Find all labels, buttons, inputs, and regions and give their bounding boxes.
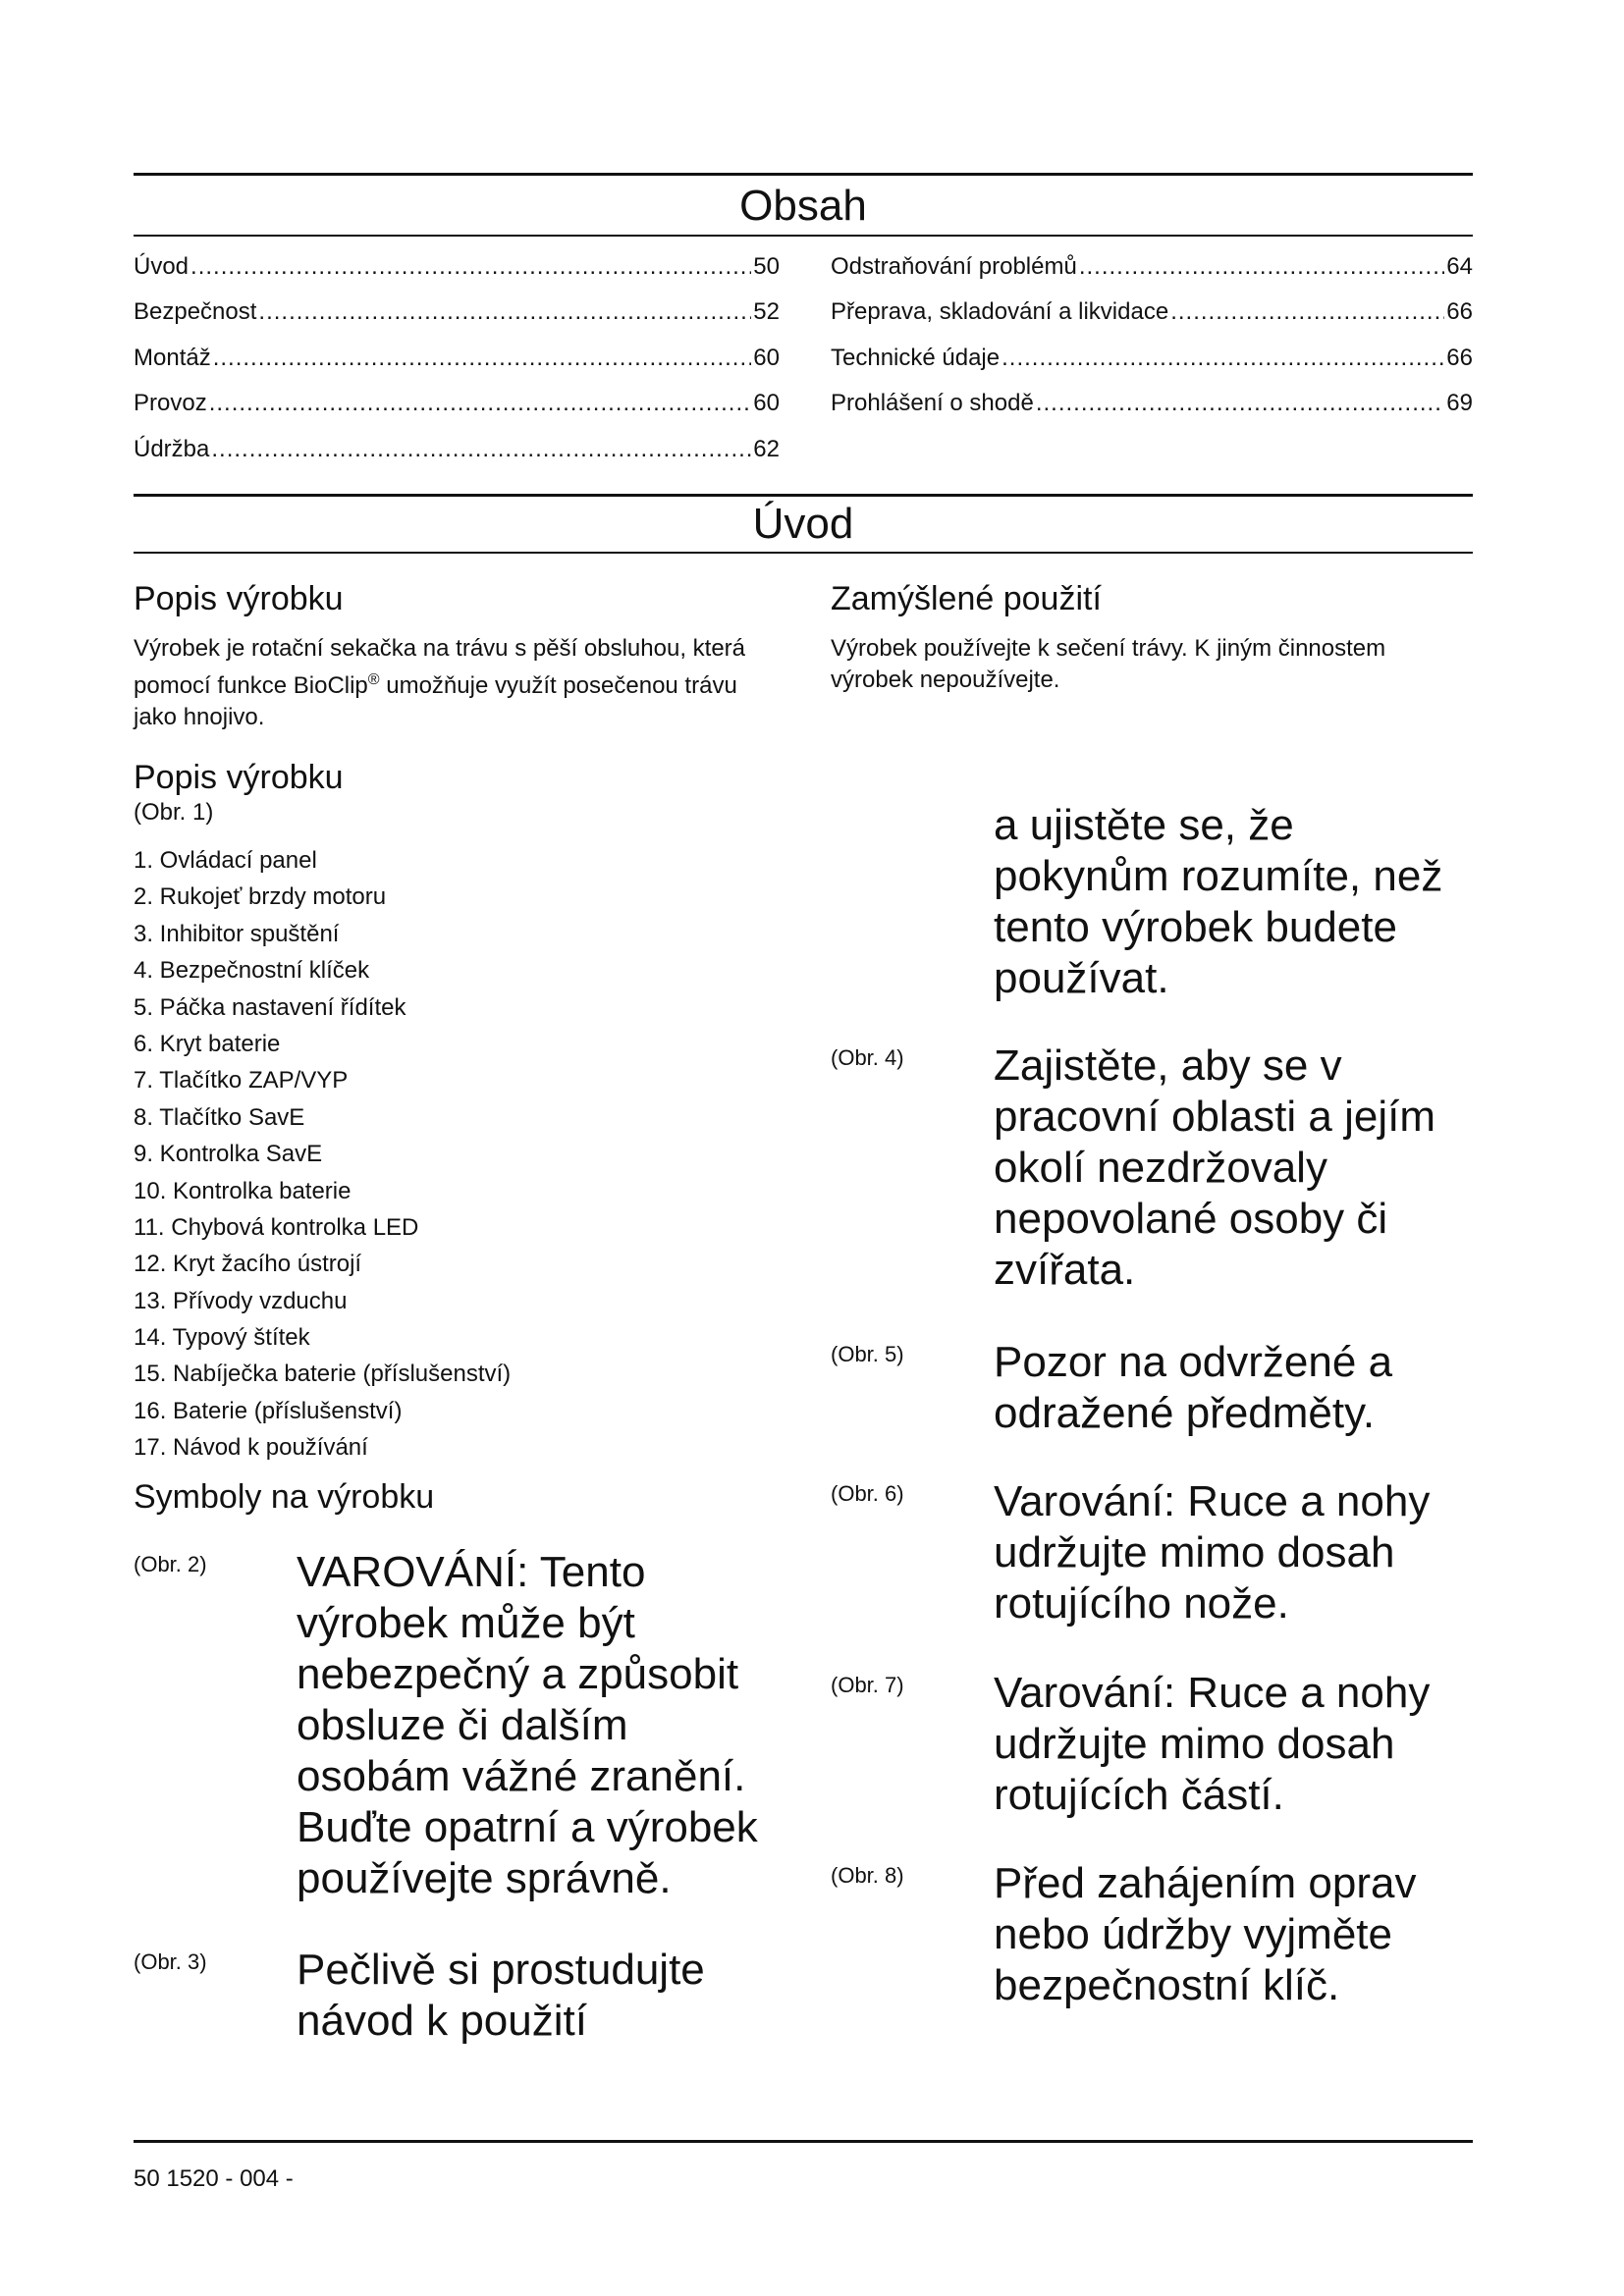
parts-heading: Popis výrobku (134, 759, 344, 796)
symbol-text: VAROVÁNÍ: Tento výrobek může být nebezpečný a způsobit obsluze či dalším osobám vážné zranění. Buďte opatrní a výrobek používejte správně. (297, 1548, 758, 1902)
toc-entry[interactable] (134, 252, 780, 282)
intro-title: Úvod (752, 500, 854, 548)
page-footer: 50 1520 - 004 - (134, 2165, 294, 2192)
list-item: 5. Páčka nastavení řídítek (134, 993, 406, 1021)
product-description-text (134, 633, 762, 733)
list-item: 12. Kryt žacího ústrojí (134, 1251, 362, 1278)
symbol-text: a ujistěte se, že pokynům rozumíte, než tento výrobek budete používat. (994, 801, 1443, 1002)
toc-entry-page: 60 (753, 390, 780, 416)
list-item: 15. Nabíječka baterie (příslušenství) (134, 1361, 512, 1388)
list-item: 7. Tlačítko ZAP/VYP (134, 1067, 349, 1095)
list-item: 16. Baterie (příslušenství) (134, 1397, 403, 1424)
toc-leader-dots (211, 435, 751, 464)
symbol-fig-ref: (Obr. 4) (831, 1045, 904, 1070)
intended-use-heading: Zamýšlené použití (831, 580, 1102, 617)
toc-leader-dots (258, 297, 751, 327)
list-item: 13. Přívody vzduchu (134, 1287, 348, 1314)
toc-entry-page: 66 (1446, 298, 1473, 325)
toc-entry[interactable] (134, 344, 780, 373)
symbol-text: Varování: Ruce a nohy udržujte mimo dosah rotujících částí. (994, 1669, 1431, 1819)
toc-entry-page: 69 (1446, 390, 1473, 416)
product-description-heading: Popis výrobku (134, 580, 344, 617)
toc-entry-page: 66 (1446, 345, 1473, 371)
list-item: 11. Chybová kontrolka LED (134, 1213, 419, 1241)
symbol-text: Pozor na odvržené a odražené předměty. (994, 1338, 1393, 1437)
toc-entry-label: Prohlášení o shodě (831, 390, 1034, 416)
toc-leader-dots (1036, 389, 1444, 418)
toc-entry-label: Montáž (134, 345, 211, 371)
toc-entry-label: Technické údaje (831, 345, 1001, 371)
symbol-text: Zajistěte, aby se v pracovní oblasti a jejím okolí nezdržovaly nepovolané osoby či zvířata. (994, 1041, 1435, 1294)
toc-entry[interactable] (831, 297, 1473, 327)
toc-entry[interactable] (831, 252, 1473, 282)
list-item: 10. Kontrolka baterie (134, 1177, 352, 1204)
list-item: 9. Kontrolka SavE (134, 1141, 323, 1168)
intended-use-text: Výrobek používejte k sečení trávy. K jiným činnostem výrobek nepoužívejte. (831, 635, 1386, 693)
toc-entry[interactable] (831, 344, 1473, 373)
intro-top-rule (134, 494, 1473, 497)
list-item: 4. Bezpečnostní klíček (134, 957, 370, 985)
toc-entry-label: Úvod (134, 253, 189, 280)
toc-entry-label: Odstraňování problémů (831, 253, 1077, 280)
product-description-text-before: Výrobek je rotační sekačka na trávu s pěší obsluhou, která pomocí funkce BioClip (134, 635, 746, 699)
symbol-fig-ref: (Obr. 5) (831, 1342, 904, 1366)
toc-entry-page: 60 (753, 345, 780, 371)
list-item: 17. Návod k používání (134, 1434, 368, 1462)
top-rule (134, 173, 1473, 176)
toc-entry[interactable] (831, 389, 1473, 418)
list-item: 3. Inhibitor spuštění (134, 920, 340, 947)
symbol-fig-ref: (Obr. 3) (134, 1949, 207, 1974)
toc-leader-dots (1170, 297, 1444, 327)
symbol-fig-ref: (Obr. 7) (831, 1673, 904, 1697)
toc-entry-label: Údržba (134, 436, 210, 462)
toc-leader-dots (1001, 344, 1444, 373)
toc-leader-dots (213, 344, 752, 373)
footer-rule (134, 2140, 1473, 2143)
toc-title: Obsah (739, 182, 867, 230)
toc-leader-dots (209, 389, 752, 418)
toc-leader-dots (190, 252, 751, 282)
list-item: 6. Kryt baterie (134, 1030, 281, 1057)
symbol-text: Před zahájením oprav nebo údržby vyjměte bezpečnostní klíč. (994, 1859, 1417, 2009)
parts-fig-ref: (Obr. 1) (134, 799, 214, 826)
symbol-text: Pečlivě si prostudujte návod k použití (297, 1946, 705, 2045)
toc-leader-dots (1079, 252, 1444, 282)
list-item: 1. Ovládací panel (134, 847, 317, 874)
toc-entry-page: 62 (753, 436, 780, 462)
toc-entry[interactable] (134, 389, 780, 418)
symbols-heading: Symboly na výrobku (134, 1478, 435, 1516)
toc-entry-page: 64 (1446, 253, 1473, 280)
toc-entry-label: Přeprava, skladování a likvidace (831, 298, 1169, 325)
list-item: 14. Typový štítek (134, 1324, 310, 1352)
registered-mark: ® (367, 671, 380, 688)
list-item: 8. Tlačítko SavE (134, 1103, 305, 1131)
product-description-text-after: umožňuje využít posečenou trávu jako hnojivo. (134, 672, 737, 730)
symbol-text: Varování: Ruce a nohy udržujte mimo dosah rotujícího nože. (994, 1477, 1431, 1628)
intro-title-rule (134, 552, 1473, 554)
toc-entry-label: Provoz (134, 390, 207, 416)
parts-list (134, 842, 742, 1467)
toc-title-rule (134, 235, 1473, 237)
symbol-fig-ref: (Obr. 8) (831, 1863, 904, 1888)
toc-entry-label: Bezpečnost (134, 298, 257, 325)
list-item: 2. Rukojeť brzdy motoru (134, 883, 387, 911)
symbol-fig-ref: (Obr. 6) (831, 1481, 904, 1506)
toc-entry[interactable] (134, 435, 780, 464)
symbol-fig-ref: (Obr. 2) (134, 1552, 207, 1576)
toc-entry-page: 52 (753, 298, 780, 325)
toc-entry-page: 50 (753, 253, 780, 280)
toc-entry[interactable] (134, 297, 780, 327)
